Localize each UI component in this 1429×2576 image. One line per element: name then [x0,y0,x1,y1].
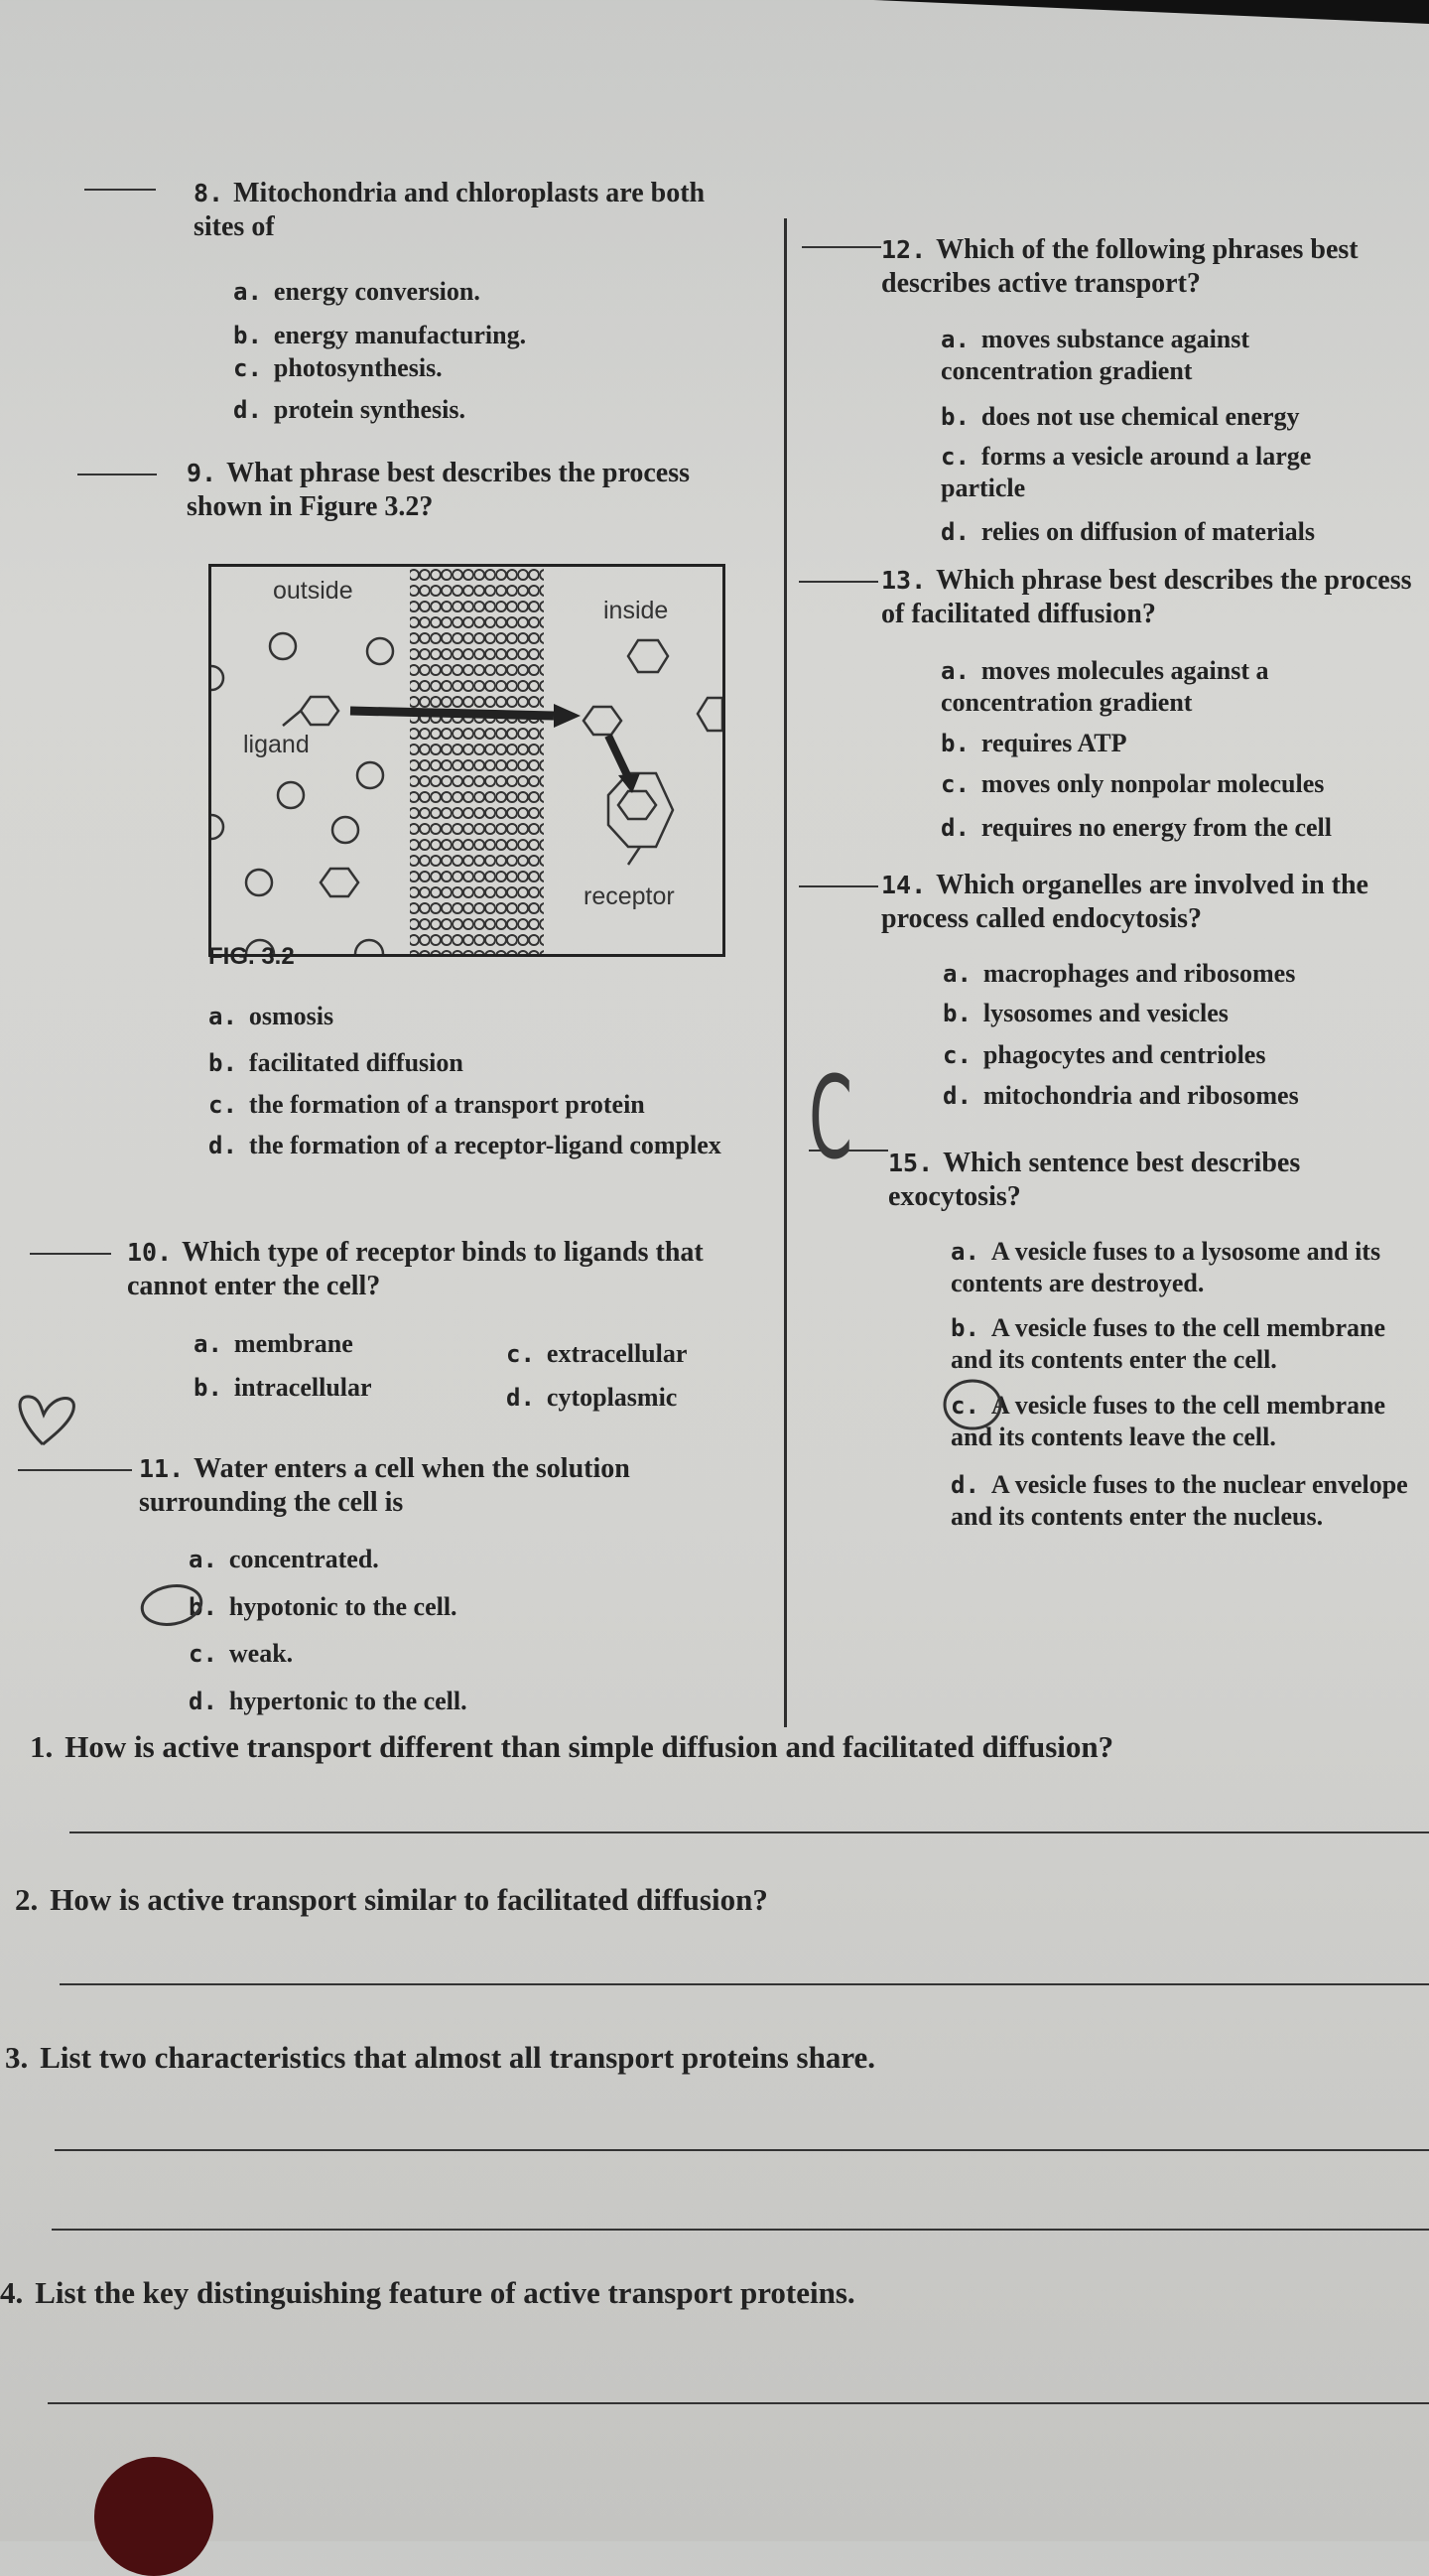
option-letter: b. [943,1000,972,1027]
question-text: Which sentence best describes exocytosis? [888,1148,1301,1212]
option-letter: b. [233,322,262,349]
question-9 [187,457,762,524]
option-letter: a. [941,657,970,685]
question-10 [127,1236,762,1303]
option-13b[interactable] [941,728,1127,759]
option-letter: a. [189,1546,217,1573]
option-text: moves only nonpolar molecules [980,769,1325,798]
option-15a[interactable] [951,1236,1417,1298]
question-number: 11. [139,1454,185,1483]
option-text: moves molecules against a concentration gradient [941,656,1269,717]
answer-line-3b[interactable] [52,2229,1429,2231]
option-letter: b. [941,403,970,431]
option-text: energy manufacturing. [273,321,527,349]
option-15d[interactable] [951,1469,1417,1532]
option-letter: d. [208,1132,237,1159]
option-text: does not use chemical energy [980,402,1300,431]
option-14a[interactable] [943,958,1295,990]
option-text: A vesicle fuses to the cell membrane and its contents leave the cell. [951,1391,1386,1451]
answer-blank-9[interactable] [77,474,157,475]
option-letter: a. [194,1330,222,1358]
transport-arrow [350,711,554,716]
option-8d[interactable] [233,394,465,426]
molecule-half-icon [211,666,223,690]
molecule-circle-icon [367,638,393,664]
option-letter: d. [233,396,262,424]
answer-blank-10[interactable] [30,1253,111,1255]
lipid-bilayer [410,567,544,954]
option-letter: d. [941,814,970,842]
figure-caption: FIG. 3.2 [208,943,295,970]
answer-blank-13[interactable] [799,581,878,583]
question-number: 15. [888,1149,934,1177]
option-letter: a. [208,1003,237,1030]
receptor-icon [608,773,673,847]
molecule-half-icon [211,815,223,839]
figure-3-2 [208,564,725,957]
circled-answer-icon [137,1580,206,1630]
option-letter: d. [951,1471,979,1499]
option-14b[interactable] [943,998,1229,1029]
option-text: photosynthesis. [273,353,443,382]
option-letter: c. [941,443,970,471]
question-text: Which type of receptor binds to ligands that cannot enter the cell? [127,1237,704,1301]
ligand-label: ligand [243,731,310,758]
molecule-half-icon [355,940,383,954]
option-9a[interactable] [208,1001,333,1032]
dark-corner [873,0,1429,24]
option-13c[interactable] [941,768,1324,800]
option-text: membrane [233,1329,353,1358]
option-9d[interactable] [208,1130,764,1161]
option-letter: b. [951,1314,979,1342]
option-8a[interactable] [233,276,480,308]
option-text: requires ATP [980,729,1127,757]
transport-arrow-head-icon [554,704,581,728]
short-question-3 [5,2040,875,2076]
option-text: concentrated. [228,1545,379,1573]
option-9c[interactable] [208,1089,645,1121]
option-text: protein synthesis. [273,395,466,424]
option-text: cytoplasmic [546,1383,678,1412]
question-number: 13. [881,566,927,595]
option-12b[interactable] [941,401,1300,433]
answer-line-4[interactable] [48,2402,1429,2404]
option-11a[interactable] [189,1544,379,1575]
finger-shadow [94,2457,213,2576]
option-letter: d. [941,518,970,546]
option-text: phagocytes and centrioles [982,1040,1266,1069]
option-8c[interactable] [233,352,443,384]
answer-blank-11[interactable] [18,1469,132,1471]
option-15b[interactable] [951,1312,1417,1375]
molecule-circle-icon [270,633,296,659]
option-10c[interactable] [506,1338,687,1370]
inside-label: inside [603,597,669,624]
option-text: facilitated diffusion [248,1048,463,1077]
option-letter: b. [194,1374,222,1402]
molecule-hexagon-icon [628,640,668,672]
question-text: Which of the following phrases best describes active transport? [881,234,1359,299]
short-question-4 [0,2275,855,2311]
option-text: extracellular [546,1339,688,1368]
question-8 [194,177,759,244]
question-number: 1. [30,1729,54,1764]
question-text: List two characteristics that almost all transport proteins share. [40,2040,876,2075]
molecule-circle-icon [246,870,272,895]
option-text: hypotonic to the cell. [228,1592,457,1621]
handwritten-check-icon [8,1385,87,1454]
question-number: 3. [5,2040,29,2075]
option-text: A vesicle fuses to the nuclear envelope and its contents enter the nucleus. [951,1470,1408,1531]
short-question-2 [15,1882,768,1918]
option-10a[interactable] [194,1328,353,1360]
option-letter: c. [208,1091,237,1119]
question-15 [888,1147,1325,1214]
binding-arrow [608,736,628,777]
option-letter: b. [189,1593,217,1621]
option-letter: a. [951,1238,979,1266]
option-11b[interactable] [189,1591,457,1623]
option-12d[interactable] [941,516,1315,548]
option-text: hypertonic to the cell. [228,1687,467,1715]
option-9b[interactable] [208,1047,463,1079]
question-text: Water enters a cell when the solution surrounding the cell is [139,1453,630,1518]
option-text: A vesicle fuses to the cell membrane and its contents enter the cell. [951,1313,1386,1374]
option-letter: d. [189,1688,217,1715]
answer-blank-14[interactable] [799,885,878,887]
option-letter: c. [951,1392,979,1420]
option-text: mitochondria and ribosomes [982,1081,1299,1110]
option-text: moves substance against concentration gradient [941,325,1250,385]
option-text: intracellular [233,1373,372,1402]
option-letter: a. [941,326,970,353]
question-text: List the key distinguishing feature of active transport proteins. [35,2275,855,2310]
option-11d[interactable] [189,1686,467,1717]
question-12 [881,233,1422,301]
answer-line-2[interactable] [60,1983,1429,1985]
option-letter: a. [233,278,262,306]
option-10d[interactable] [506,1382,677,1414]
option-text: relies on diffusion of materials [980,517,1315,546]
option-12a[interactable] [941,324,1358,386]
option-letter: d. [943,1082,972,1110]
option-letter: c. [941,770,970,798]
option-letter: d. [506,1384,535,1412]
molecule-partial-icon [698,698,722,731]
question-13 [881,564,1422,631]
option-13d[interactable] [941,812,1332,844]
receptor-ligand-icon [618,791,656,819]
option-letter: c. [943,1041,972,1069]
answer-blank-12[interactable] [802,246,881,248]
question-number: 2. [15,1882,39,1917]
question-text: How is active transport different than simple diffusion and facilitated diffusion? [65,1729,1114,1764]
option-text: A vesicle fuses to a lysosome and its contents are destroyed. [951,1237,1381,1297]
option-text: weak. [228,1639,294,1668]
column-divider [784,218,787,1727]
molecule-circle-icon [332,817,358,843]
option-text: lysosomes and vesicles [982,999,1229,1027]
ligand-hexagon-icon [301,697,338,725]
circled-answer-icon [938,1375,1007,1434]
option-text: energy conversion. [273,277,480,306]
option-letter: a. [943,960,972,988]
question-text: What phrase best describes the process shown in Figure 3.2? [187,458,691,522]
option-letter: b. [941,730,970,757]
option-11c[interactable] [189,1638,293,1670]
option-15c[interactable] [951,1390,1417,1452]
receptor-pointer-line [628,847,640,865]
outside-label: outside [273,577,353,605]
ligand-pointer-line [283,711,301,726]
option-8b[interactable] [233,320,526,351]
answer-line-3a[interactable] [55,2149,1429,2151]
question-text: How is active transport similar to facilitated diffusion? [50,1882,768,1917]
option-14d[interactable] [943,1080,1299,1112]
question-number: 12. [881,235,927,264]
option-text: the formation of a transport protein [248,1090,645,1119]
option-13a[interactable] [941,655,1358,718]
question-text: Which organelles are involved in the process called endocytosis? [881,870,1368,934]
question-text: Which phrase best describes the process of facilitated diffusion? [881,565,1412,629]
handwritten-answer-15: C [809,1052,853,1185]
receptor-label: receptor [584,882,675,910]
option-text: forms a vesicle around a large particle [941,442,1312,502]
option-letter: c. [506,1340,535,1368]
question-number: 10. [127,1238,173,1267]
option-12c[interactable] [941,441,1377,503]
option-text: requires no energy from the cell [980,813,1333,842]
question-number: 14. [881,871,927,899]
molecule-hexagon-icon [321,869,358,896]
short-question-1 [30,1729,1113,1765]
molecule-circle-icon [357,762,383,788]
question-11 [139,1452,764,1520]
question-text: Mitochondria and chloroplasts are both sites of [194,178,706,242]
option-letter: c. [233,354,262,382]
ligand-hexagon-icon [584,707,621,735]
option-10b[interactable] [194,1372,372,1404]
molecule-circle-icon [278,782,304,808]
option-text: osmosis [248,1002,334,1030]
option-14c[interactable] [943,1039,1265,1071]
option-text: macrophages and ribosomes [982,959,1296,988]
option-letter: c. [189,1640,217,1668]
question-number: 9. [187,459,217,487]
question-number: 8. [194,179,224,207]
option-letter: b. [208,1049,237,1077]
answer-blank-8[interactable] [84,189,156,191]
option-text: the formation of a receptor-ligand complex [248,1131,721,1159]
question-14 [881,869,1422,936]
question-number: 4. [0,2275,24,2310]
answer-line-1[interactable] [69,1831,1429,1833]
